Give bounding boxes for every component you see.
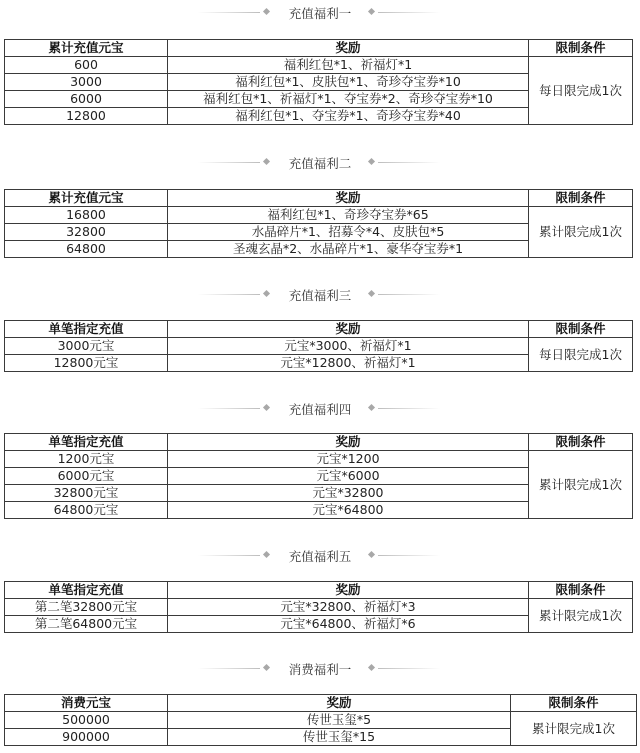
column-header: 限制条件 bbox=[529, 582, 633, 599]
reward-table bbox=[4, 581, 633, 633]
column-header: 消费元宝 bbox=[5, 695, 168, 712]
section-title: 充值福利五 bbox=[288, 549, 352, 564]
table-row bbox=[5, 451, 633, 468]
reward-table bbox=[4, 39, 633, 125]
section-title: 充值福利一 bbox=[288, 6, 352, 21]
reward-cell: 福利红包*1、皮肤包*1、奇珍夺宝券*10 bbox=[168, 74, 529, 91]
column-header: 限制条件 bbox=[529, 434, 633, 451]
amount-cell: 600 bbox=[5, 57, 168, 74]
heading-divider-right bbox=[378, 12, 440, 13]
reward-cell: 元宝*6000 bbox=[168, 468, 529, 485]
limit-cell: 每日限完成1次 bbox=[529, 338, 633, 372]
column-header: 单笔指定充值 bbox=[5, 582, 168, 599]
section-recharge-welfare-2 bbox=[0, 150, 640, 256]
reward-table bbox=[4, 320, 633, 372]
amount-cell: 第二笔64800元宝 bbox=[5, 616, 168, 633]
heading-divider-right bbox=[378, 294, 440, 295]
limit-cell: 每日限完成1次 bbox=[529, 57, 633, 125]
amount-cell: 6000 bbox=[5, 91, 168, 108]
section-title: 充值福利二 bbox=[288, 156, 352, 171]
table-header-row bbox=[5, 321, 633, 338]
limit-cell: 累计限完成1次 bbox=[529, 207, 633, 258]
reward-cell: 福利红包*1、祈福灯*1、夺宝券*2、奇珍夺宝券*10 bbox=[168, 91, 529, 108]
section-recharge-welfare-4 bbox=[0, 396, 640, 517]
amount-cell: 64800元宝 bbox=[5, 502, 168, 519]
reward-cell: 元宝*1200 bbox=[168, 451, 529, 468]
reward-cell: 元宝*32800、祈福灯*3 bbox=[168, 599, 529, 616]
column-header: 限制条件 bbox=[529, 40, 633, 57]
section-spending-welfare-1 bbox=[0, 656, 640, 744]
section-title: 充值福利四 bbox=[288, 402, 352, 417]
section-recharge-welfare-5 bbox=[0, 543, 640, 631]
amount-cell: 1200元宝 bbox=[5, 451, 168, 468]
table-row bbox=[5, 207, 633, 224]
heading-divider-right bbox=[378, 555, 440, 556]
table-header-row bbox=[5, 40, 633, 57]
table-row bbox=[5, 712, 637, 729]
column-header: 限制条件 bbox=[511, 695, 637, 712]
table-row bbox=[5, 599, 633, 616]
reward-table bbox=[4, 694, 637, 746]
reward-cell: 元宝*32800 bbox=[168, 485, 529, 502]
column-header: 奖励 bbox=[168, 582, 529, 599]
amount-cell: 3000 bbox=[5, 74, 168, 91]
table-header-row bbox=[5, 695, 637, 712]
column-header: 限制条件 bbox=[529, 321, 633, 338]
limit-cell: 累计限完成1次 bbox=[529, 599, 633, 633]
amount-cell: 32800元宝 bbox=[5, 485, 168, 502]
reward-cell: 元宝*3000、祈福灯*1 bbox=[168, 338, 529, 355]
reward-cell: 元宝*12800、祈福灯*1 bbox=[168, 355, 529, 372]
heading-divider-right bbox=[378, 668, 440, 669]
amount-cell: 16800 bbox=[5, 207, 168, 224]
reward-cell: 福利红包*1、祈福灯*1 bbox=[168, 57, 529, 74]
limit-cell: 累计限完成1次 bbox=[511, 712, 637, 746]
section-title: 充值福利三 bbox=[288, 288, 352, 303]
amount-cell: 32800 bbox=[5, 224, 168, 241]
amount-cell: 12800 bbox=[5, 108, 168, 125]
amount-cell: 900000 bbox=[5, 729, 168, 746]
reward-cell: 传世玉玺*5 bbox=[168, 712, 511, 729]
heading-divider-right bbox=[378, 408, 440, 409]
table-header-row bbox=[5, 434, 633, 451]
amount-cell: 3000元宝 bbox=[5, 338, 168, 355]
table-header-row bbox=[5, 190, 633, 207]
section-heading bbox=[0, 396, 640, 420]
amount-cell: 第二笔32800元宝 bbox=[5, 599, 168, 616]
reward-cell: 传世玉玺*15 bbox=[168, 729, 511, 746]
column-header: 单笔指定充值 bbox=[5, 434, 168, 451]
heading-divider-right bbox=[378, 162, 440, 163]
table-row bbox=[5, 57, 633, 74]
column-header: 奖励 bbox=[168, 434, 529, 451]
reward-table bbox=[4, 433, 633, 519]
reward-table bbox=[4, 189, 633, 258]
reward-cell: 圣魂玄晶*2、水晶碎片*1、豪华夺宝券*1 bbox=[168, 241, 529, 258]
table-row bbox=[5, 338, 633, 355]
column-header: 累计充值元宝 bbox=[5, 190, 168, 207]
section-heading bbox=[0, 150, 640, 174]
column-header: 奖励 bbox=[168, 190, 529, 207]
amount-cell: 64800 bbox=[5, 241, 168, 258]
column-header: 奖励 bbox=[168, 321, 529, 338]
section-heading bbox=[0, 0, 640, 24]
reward-cell: 元宝*64800、祈福灯*6 bbox=[168, 616, 529, 633]
amount-cell: 6000元宝 bbox=[5, 468, 168, 485]
column-header: 奖励 bbox=[168, 695, 511, 712]
limit-cell: 累计限完成1次 bbox=[529, 451, 633, 519]
reward-cell: 水晶碎片*1、招募令*4、皮肤包*5 bbox=[168, 224, 529, 241]
section-title: 消费福利一 bbox=[288, 662, 352, 677]
column-header: 单笔指定充值 bbox=[5, 321, 168, 338]
section-heading bbox=[0, 656, 640, 680]
column-header: 限制条件 bbox=[529, 190, 633, 207]
section-recharge-welfare-1 bbox=[0, 0, 640, 123]
reward-cell: 福利红包*1、奇珍夺宝券*65 bbox=[168, 207, 529, 224]
column-header: 奖励 bbox=[168, 40, 529, 57]
table-header-row bbox=[5, 582, 633, 599]
section-heading bbox=[0, 282, 640, 306]
reward-cell: 福利红包*1、夺宝券*1、奇珍夺宝券*40 bbox=[168, 108, 529, 125]
section-recharge-welfare-3 bbox=[0, 282, 640, 370]
amount-cell: 500000 bbox=[5, 712, 168, 729]
amount-cell: 12800元宝 bbox=[5, 355, 168, 372]
section-heading bbox=[0, 543, 640, 567]
reward-cell: 元宝*64800 bbox=[168, 502, 529, 519]
column-header: 累计充值元宝 bbox=[5, 40, 168, 57]
